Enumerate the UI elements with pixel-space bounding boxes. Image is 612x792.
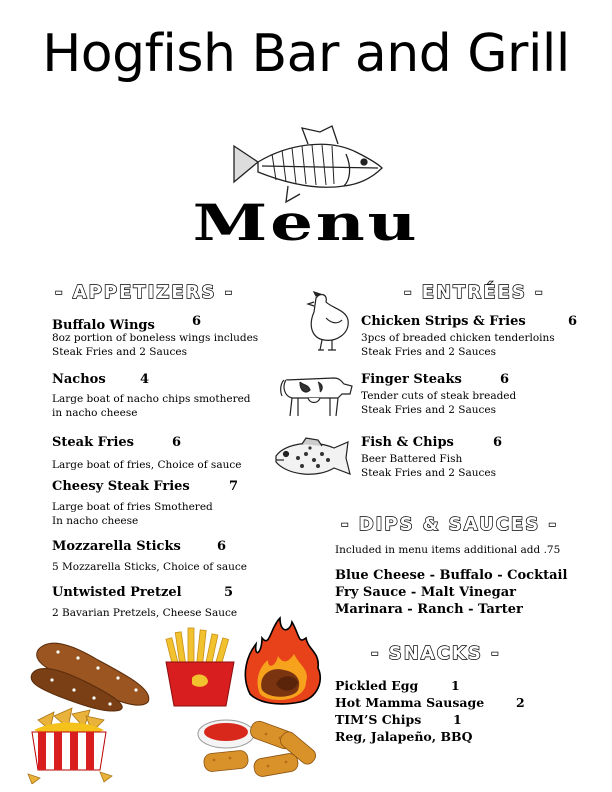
item-price: 6	[500, 372, 510, 387]
item-price: 1	[453, 712, 462, 727]
item-description-line: Large boat of fries Smothered	[52, 501, 213, 513]
item-description	[361, 332, 555, 359]
mozzarella-sticks-icon	[194, 706, 324, 790]
appetizers-heading-text: - APPETIZERS -	[55, 282, 235, 303]
menu-item-fish-and-chips: Fish & Chips	[361, 435, 454, 450]
item-description	[52, 459, 241, 473]
dips-heading-text: - DIPS & SAUCES -	[341, 514, 558, 535]
item-description-line: Steak Fries and 2 Sauces	[361, 403, 496, 416]
menu-item-untwisted-pretzel: Untwisted Pretzel	[52, 585, 182, 600]
menu-heading: Menu	[192, 193, 420, 252]
menu-item-nachos: Nachos	[52, 372, 106, 387]
item-description-line: 2 Bavarian Pretzels, Cheese Sauce	[52, 607, 238, 619]
snacks-heading	[371, 643, 501, 664]
item-description-line: Large boat of fries, Choice of sauce	[52, 459, 242, 471]
cow-icon	[278, 368, 354, 420]
nachos-icon	[24, 706, 114, 784]
dips-heading	[341, 514, 558, 535]
item-price: 1	[451, 678, 460, 693]
item-description-line: Large boat of nacho chips smothered	[52, 393, 251, 405]
item-description-line: Steak Fries and 2 Sauces	[52, 345, 187, 358]
item-description-line: Steak Fries and 2 Sauces	[361, 466, 496, 479]
item-price: 6	[217, 539, 227, 554]
item-description-line: 8oz portion of boneless wings includes	[52, 332, 259, 344]
fries-icon	[160, 626, 240, 708]
chicken-icon	[302, 290, 354, 354]
dips-note: Included in menu items additional add .75	[335, 544, 561, 556]
item-description-line: in nacho cheese	[52, 406, 138, 419]
entrees-heading	[404, 282, 545, 303]
item-description	[361, 453, 496, 480]
item-price: 4	[140, 372, 150, 387]
menu-item-cheesy-steak-fries: Cheesy Steak Fries	[52, 479, 190, 494]
menu-item-finger-steaks: Finger Steaks	[361, 372, 462, 387]
snack-tims-chips: TIM’S Chips	[335, 712, 422, 727]
item-description	[52, 393, 251, 420]
chips-flavors: Reg, Jalapeño, BBQ	[335, 729, 473, 744]
item-price: 7	[229, 479, 239, 494]
item-price: 5	[224, 585, 234, 600]
snack-hot-mamma-sausage: Hot Mamma Sausage	[335, 695, 485, 710]
snack-pickled-egg: Pickled Egg	[335, 678, 419, 693]
item-description-line: 3pcs of breaded chicken tenderloins	[361, 332, 555, 344]
item-description	[361, 390, 516, 417]
menu-item-steak-fries: Steak Fries	[52, 435, 134, 450]
item-name: Buffalo Wings	[52, 318, 155, 333]
item-description-line: In nacho cheese	[52, 514, 139, 527]
item-description	[52, 561, 247, 575]
item-description-line: Tender cuts of steak breaded	[361, 390, 517, 402]
fish-icon	[272, 436, 354, 482]
menu-item-buffalo-wings	[52, 314, 155, 333]
snacks-heading-text: - SNACKS -	[371, 643, 501, 664]
item-description	[52, 501, 213, 528]
item-description-line: 5 Mozzarella Sticks, Choice of sauce	[52, 561, 247, 573]
item-price: 6	[172, 435, 182, 450]
flaming-wings-icon	[240, 614, 326, 706]
item-price: 6	[493, 435, 503, 450]
sauce-line: Marinara - Ranch - Tarter	[335, 602, 523, 617]
pretzel-icon	[28, 630, 158, 712]
item-description	[52, 607, 237, 621]
appetizers-heading	[55, 282, 234, 303]
item-price: 6	[192, 314, 202, 329]
sauce-line: Fry Sauce - Malt Vinegar	[335, 585, 516, 600]
item-description-line: Beer Battered Fish	[361, 453, 463, 465]
menu-item-chicken-strips: Chicken Strips & Fries	[361, 314, 526, 329]
item-price: 2	[516, 695, 525, 710]
item-description	[52, 332, 258, 359]
sauce-line: Blue Cheese - Buffalo - Cocktail	[335, 568, 568, 583]
menu-item-mozzarella-sticks: Mozzarella Sticks	[52, 539, 181, 554]
item-description-line: Steak Fries and 2 Sauces	[361, 345, 496, 358]
entrees-heading-text: - ENTRÉES -	[404, 282, 545, 303]
restaurant-title: Hogfish Bar and Grill	[42, 24, 570, 84]
sauce-list	[335, 567, 567, 618]
item-price: 6	[568, 314, 578, 329]
